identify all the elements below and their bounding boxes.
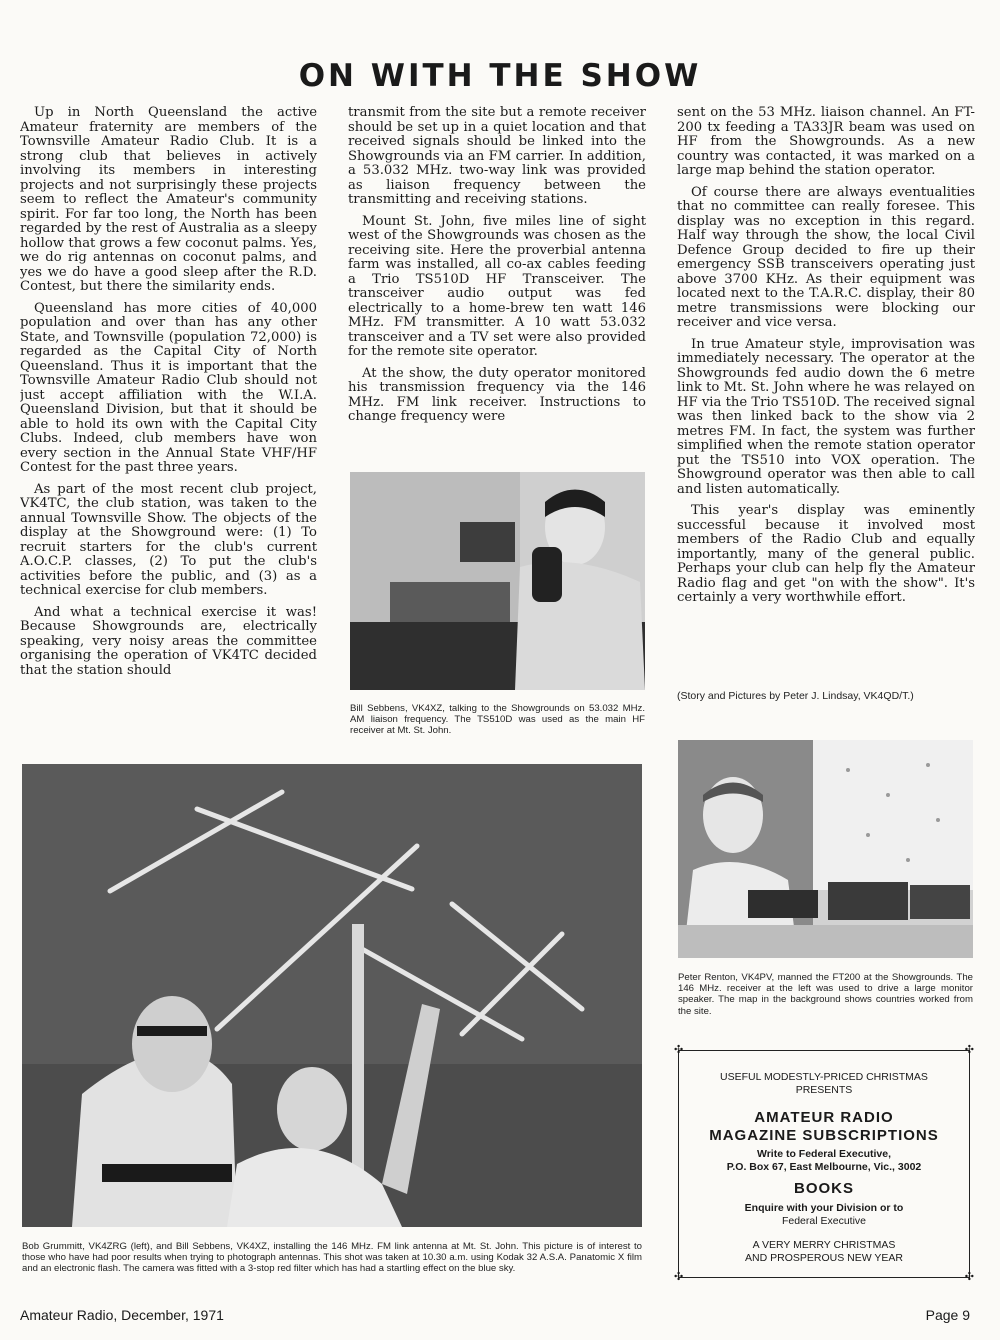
paragraph: Up in North Queensland the active Amateur fraternity are members of the Townsville Amateur Radio Club. It is a strong club that believes in actively involving its members in interesting projects and not surprisingly these projects seem to reflect the Amateur's community spirit. For far too long, the North has been regarded by the rest of Australia as a sleepy hollow that grows a few coconut palms. Yes, we do rig antennas on coconut palms, and yes we do have a good sleep after the R.D. Contest, but there the similarity ends. <box>20 106 317 294</box>
article-column-2 <box>348 106 646 456</box>
ad-heading-1: AMATEUR RADIO <box>754 1109 894 1126</box>
ad-line-1: USEFUL MODESTLY-PRICED CHRISTMAS <box>720 1071 928 1083</box>
ad-corner-ornament: ✣ <box>674 1044 684 1056</box>
article-column-1 <box>20 106 317 738</box>
photo-ft200-operator <box>678 740 973 958</box>
ad-enquire: Enquire with your Division or to <box>744 1202 904 1214</box>
paragraph: Mount St. John, five miles line of sight west of the Showgrounds was chosen as the receiving site. Here the proverbial antenna farm was installed, all co-ax cables feeding a Trio TS510D HF Transceiver. The transceiver audio output was fed electrically to a home-brew ten watt 146 MHz. FM transmitter. A 10 watt 53.032 transceiver and a TV set were also provided for the remote site operator. <box>348 213 646 359</box>
footer-page-number: Page 9 <box>925 1307 970 1323</box>
paragraph: sent on the 53 MHz. liaison channel. An FT-200 tx feeding a TA33JR beam was used on HF from the Showgrounds. As a new country was contacted, it was marked on a large map behind the station operator. <box>677 106 975 178</box>
article-column-3 <box>677 106 975 691</box>
paragraph: As part of the most recent club project, VK4TC, the club station, was taken to the annual Townsville Show. The objects of the display at the Showground were: (1) To recruit starters for the club's current A.O.C.P. classes, (2) To put the club's activities before the public, and (3) as a technical exercise for club members. <box>20 481 317 598</box>
paragraph: transmit from the site but a remote receiver should be set up in a quiet location and that received signals should be linked into the Showgrounds via an FM carrier. In addition, a 53.032 MHz. two-way link was provided as liaison frequency between the transmitting and receiving stations. <box>348 106 646 207</box>
ad-corner-ornament: ✣ <box>674 1271 684 1283</box>
christmas-ad-box <box>674 1044 974 1283</box>
paragraph: This year's display was eminently successful because it involved most members of the Radio Club and equally importantly, many of the general public. Perhaps your club can help fly the Amateur Radio flag and get "on with the show". It's certainly a very worthwhile effort. <box>677 503 975 605</box>
article-title: ON WITH THE SHOW <box>298 58 702 94</box>
photo-antenna-installation <box>22 764 642 1227</box>
ad-write-to: Write to Federal Executive, <box>756 1148 892 1160</box>
ad-line-2: PRESENTS <box>795 1084 853 1096</box>
ad-corner-ornament: ✣ <box>964 1271 974 1283</box>
photo-operator-microphone <box>350 472 645 690</box>
footer-publication: Amateur Radio, December, 1971 <box>20 1307 224 1323</box>
ad-enquire-2: Federal Executive <box>781 1215 867 1227</box>
photo-caption-ft200: Peter Renton, VK4PV, manned the FT200 at the Showgrounds. The 146 MHz. receiver at the left was used to drive a large monitor speaker. The map in the background shows countries worked from the site. <box>678 972 973 1017</box>
paragraph: Queensland has more cities of 40,000 population and over than has any other State, and Townsville (population 72,000) is regarded as the Capital City of North Queensland. Thus it is important that the Townsville Amateur Radio Club should not just accept affiliation with the W.I.A. Queensland Division, but that it should be able to hold its own with the Capital City Clubs. Indeed, club members have won every section in the Annual State VHF/HF Contest for the past three years. <box>20 300 317 475</box>
paragraph: Of course there are always eventualities that no committee can really foresee. This display was no exception in this regard. Half way through the show, the local Civil Defence Group decided to fire up their emergency SSB transceivers operating just above 3700 KHz. As their equipment was located next to the T.A.R.C. display, their 80 metre transmissions were blocking our receiver and vice versa. <box>677 184 975 330</box>
ad-books-heading: BOOKS <box>793 1180 854 1197</box>
ad-heading-2: MAGAZINE SUBSCRIPTIONS <box>709 1127 939 1144</box>
story-credit: (Story and Pictures by Peter J. Lindsay, VK4QD/T.) <box>677 690 914 702</box>
ad-greeting-1: A VERY MERRY CHRISTMAS <box>752 1239 896 1251</box>
ad-address: P.O. Box 67, East Melbourne, Vic., 3002 <box>726 1161 922 1173</box>
photo-caption-operator: Bill Sebbens, VK4XZ, talking to the Showgrounds on 53.032 MHz. AM liaison frequency. The TS510D was used as the main HF receiver at Mt. St. John. <box>350 703 645 737</box>
ad-corner-ornament: ✣ <box>964 1044 974 1056</box>
paragraph: At the show, the duty operator monitored his transmission frequency via the 146 MHz. FM link receiver. Instructions to change frequency were <box>348 365 646 424</box>
paragraph: And what a technical exercise it was! Because Showgrounds are, electrically speaking, very noisy areas the committee organising the operation of VK4TC decided that the station should <box>20 604 317 678</box>
ad-greeting-2: AND PROSPEROUS NEW YEAR <box>745 1252 903 1264</box>
paragraph: In true Amateur style, improvisation was immediately necessary. The operator at the Showgrounds fed audio down the 6 metre link to Mt. St. John where he was relayed on HF via the Trio TS510D. The received signal was then linked back to the show via 2 metres FM. In fact, the system was further simplified when the remote station operator put the TS510 into VOX operation. The Showground operator was then able to call and listen automatically. <box>677 336 975 497</box>
photo-caption-antenna: Bob Grummitt, VK4ZRG (left), and Bill Sebbens, VK4XZ, installing the 146 MHz. FM link antenna at Mt. St. John. This picture is of interest to those who have had poor results when trying to photograph antennas. This shot was taken at 10.30 a.m. using Kodak 32 A.S.A. Panatomic X film and an electronic flash. The camera was fitted with a 3-stop red filter which has had a startling effect on the blue sky. <box>22 1241 642 1275</box>
